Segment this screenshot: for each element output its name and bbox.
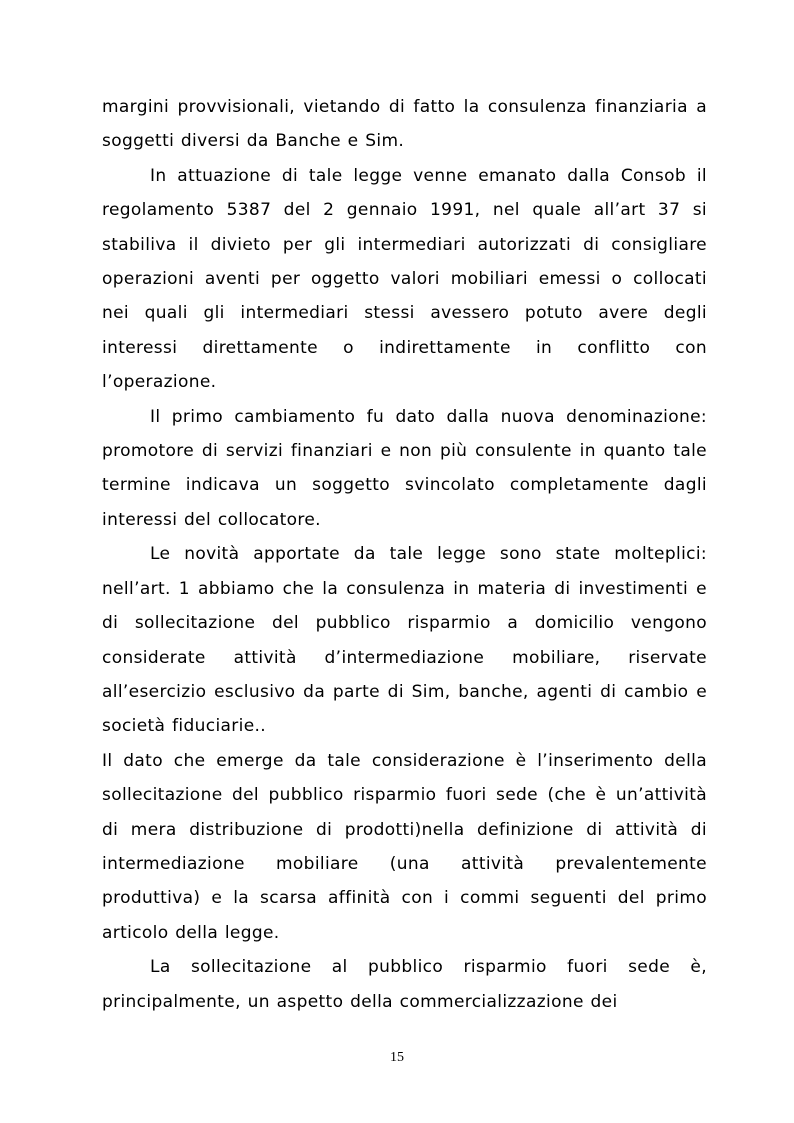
paragraph-2: In attuazione di tale legge venne emanato dalla Consob il regolamento 5387 del 2 gennaio 1991, nel quale all’art 37 si stabiliva il divieto per gli intermediari autorizzati di consigliare operazioni aventi per oggetto valori mobiliari emessi o collocati nei quali gli intermediari stessi avessero potuto avere degli interessi direttamente o indirettamente in conflitto con l’operazione. — [102, 165, 707, 393]
document-body — [102, 90, 707, 1019]
paragraph-1: margini provvisionali, vietando di fatto la consulenza finanziaria a soggetti diversi da Banche e Sim. — [102, 97, 707, 152]
paragraph-6: La sollecitazione al pubblico risparmio fuori sede è, principalmente, un aspetto della commercializzazione dei — [102, 957, 707, 1012]
paragraph-4: Le novità apportate da tale legge sono state molteplici: nell’art. 1 abbiamo che la consulenza in materia di investimenti e di sollecitazione del pubblico risparmio a domicilio vengono considerate attività d’intermediazione mobiliare, riservate all’esercizio esclusivo da parte di Sim, banche, agenti di cambio e società fiduciarie.. — [102, 544, 707, 737]
page-number: 15 — [390, 1050, 404, 1065]
paragraph-5: Il dato che emerge da tale considerazione è l’inserimento della sollecitazione del pubblico risparmio fuori sede (che è un’attività di mera distribuzione di prodotti)nella definizione di attività di intermediazione mobiliare (una attività prevalentemente produttiva) e la scarsa affinità con i commi seguenti del primo articolo della legge. — [102, 750, 707, 943]
paragraph-3: Il primo cambiamento fu dato dalla nuova denominazione: promotore di servizi finanziari e non più consulente in quanto tale termine indicava un soggetto svincolato completamente dagli interessi del collocatore. — [102, 406, 707, 530]
